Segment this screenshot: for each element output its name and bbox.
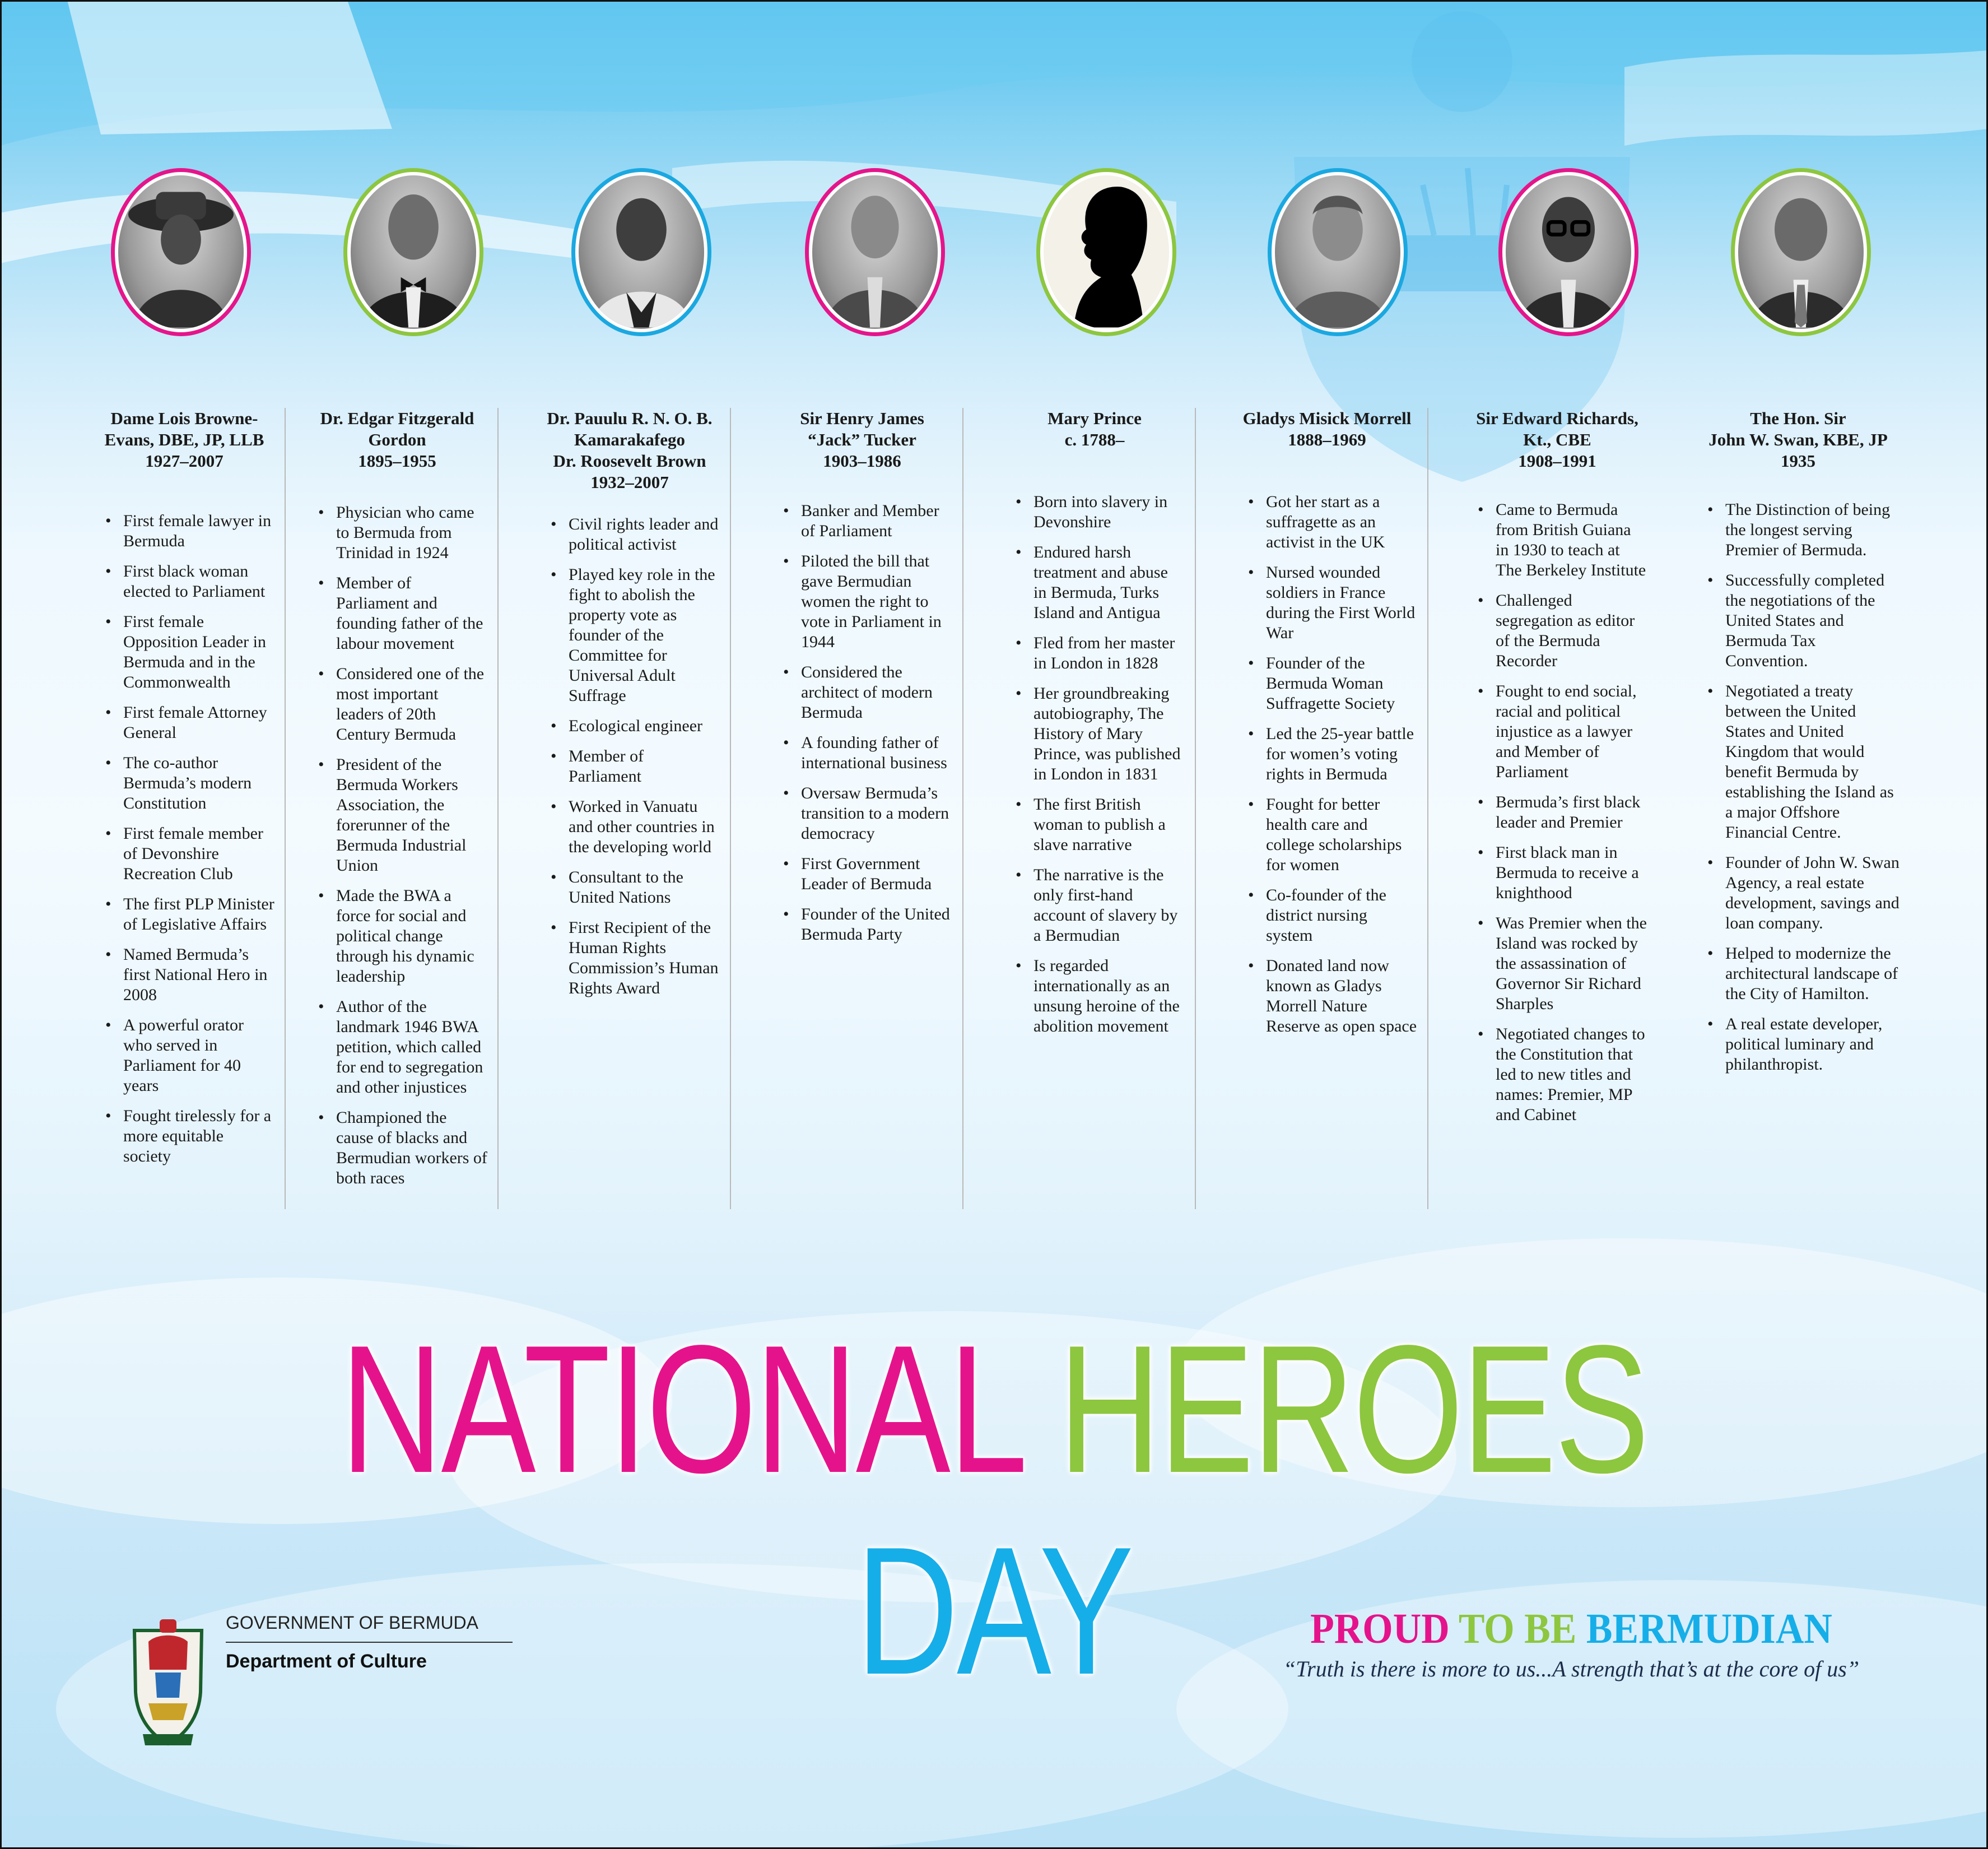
list-item: • First female lawyer in Bermuda <box>105 511 274 551</box>
hero-column-5 <box>994 408 1196 1209</box>
portrait-john-swan <box>1731 168 1871 336</box>
slogan-word-to-be: TO BE <box>1458 1605 1577 1652</box>
hero-name-line: Sir Edward Richards, <box>1476 408 1638 428</box>
hero-years: 1932–2007 <box>590 472 669 492</box>
hero-years: c. 1788– <box>1064 430 1125 449</box>
hero-bullets <box>994 492 1195 1037</box>
hero-bullets <box>297 503 497 1188</box>
hero-column-3 <box>529 408 731 1209</box>
list-item: • Author of the landmark 1946 BWA petition, which called for end to segregation and other injustices <box>318 997 487 1098</box>
list-item: • Founder of the Bermuda Woman Suffragette Society <box>1248 653 1417 714</box>
slogan <box>1275 1604 1868 1654</box>
list-item: • First female member of Devonshire Recreation Club <box>105 824 274 884</box>
hero-name-line: Sir Henry James <box>800 408 924 428</box>
list-item: • Physician who came to Bermuda from Trinidad in 1924 <box>318 503 487 563</box>
list-item: • Member of Parliament <box>551 746 720 787</box>
list-item: • Played key role in the fight to abolish the property vote as founder of the Committee for Universal Adult Suffrage <box>551 565 720 706</box>
hero-name-line: Kamarakafego <box>574 430 686 449</box>
hero-bullets <box>762 501 962 945</box>
hero-name-line: Dame Lois Browne- <box>110 408 258 428</box>
portrait-edgar-gordon <box>343 168 483 336</box>
list-item: • A powerful orator who served in Parliament for 40 years <box>105 1015 274 1096</box>
list-item: • Got her start as a suffragette as an activist in the UK <box>1248 492 1417 552</box>
portrait-edward-richards <box>1498 168 1638 336</box>
list-item: • First female Attorney General <box>105 703 274 743</box>
portrait-man-bowtie-icon <box>351 175 476 329</box>
list-item: • Fought tirelessly for a more equitable society <box>105 1106 274 1167</box>
government-logo-block <box>126 1608 507 1748</box>
list-item: • Founder of John W. Swan Agency, a real estate development, savings and loan company. <box>1707 853 1900 933</box>
silhouette-woman-icon <box>1044 175 1169 329</box>
hero-column-1 <box>84 408 286 1209</box>
list-item: • Fought to end social, racial and political injustice as a lawyer and Member of Parliament <box>1478 681 1648 782</box>
portrait-woman-hat-icon <box>118 175 244 329</box>
slogan-word-bermudian: BERMUDIAN <box>1586 1605 1832 1652</box>
headline-word-heroes: HEROES <box>1058 1307 1648 1511</box>
list-item: • Fought for better health care and college scholarships for women <box>1248 795 1417 875</box>
hero-bullets <box>1686 500 1910 1075</box>
hero-bullets <box>84 511 285 1167</box>
list-item: • Considered one of the most important leaders of 20th Century Bermuda <box>318 664 487 745</box>
portrait-mary-prince <box>1036 168 1176 336</box>
hero-name <box>1456 408 1658 472</box>
tagline: “Truth is there is more to us...A strength that’s at the core of us” <box>1283 1656 1860 1681</box>
hero-bullets <box>529 514 730 998</box>
hero-name <box>1686 408 1910 472</box>
hero-years: 1888–1969 <box>1288 430 1366 449</box>
portrait-man-tie-icon <box>1738 175 1864 329</box>
list-item: • Donated land now known as Gladys Morrell Nature Reserve as open space <box>1248 956 1417 1037</box>
list-item: • Consultant to the United Nations <box>551 867 720 908</box>
hero-column-8 <box>1686 408 1910 1209</box>
portrait-pauulu-kamarakafego <box>571 168 711 336</box>
list-item: • A founding father of international business <box>783 733 952 773</box>
hero-years: 1895–1955 <box>358 451 436 471</box>
list-item: • First Government Leader of Bermuda <box>783 854 952 894</box>
list-item: • Founder of the United Bermuda Party <box>783 904 952 945</box>
hero-bullets <box>1456 500 1658 1125</box>
list-item: • Challenged segregation as editor of the Bermuda Recorder <box>1478 591 1648 671</box>
list-item: • Considered the architect of modern Bermuda <box>783 662 952 723</box>
list-item: • Nursed wounded soldiers in France during the First World War <box>1248 563 1417 643</box>
hero-name <box>1227 408 1427 450</box>
list-item: • First Recipient of the Human Rights Commission’s Human Rights Award <box>551 918 720 998</box>
list-item: • The first PLP Minister of Legislative Affairs <box>105 894 274 935</box>
list-item: • Piloted the bill that gave Bermudian women the right to vote in Parliament in 1944 <box>783 551 952 652</box>
list-item: • Led the 25-year battle for women’s voting rights in Bermuda <box>1248 724 1417 784</box>
list-item: • Worked in Vanuatu and other countries in the developing world <box>551 797 720 857</box>
hero-name-line: John W. Swan, KBE, JP <box>1708 430 1888 449</box>
organization-name: GOVERNMENT OF BERMUDA <box>226 1613 478 1633</box>
hero-name-line: “Jack” Tucker <box>808 430 916 449</box>
list-item: • Negotiated changes to the Constitution that led to new titles and names: Premier, MP and Cabinet <box>1478 1024 1648 1125</box>
list-item: • Banker and Member of Parliament <box>783 501 952 541</box>
list-item: • Helped to modernize the architectural landscape of the City of Hamilton. <box>1707 944 1900 1004</box>
hero-column-2 <box>297 408 499 1209</box>
list-item: • Member of Parliament and founding father of the labour movement <box>318 573 487 654</box>
list-item: • The narrative is the only first-hand account of slavery by a Bermudian <box>1016 865 1185 946</box>
list-item: • First female Opposition Leader in Bermuda and in the Commonwealth <box>105 612 274 693</box>
list-item: • Ecological engineer <box>551 716 720 736</box>
divider <box>226 1642 513 1643</box>
hero-name-line: The Hon. Sir <box>1750 408 1846 428</box>
list-item: • Came to Bermuda from British Guiana in 1930 to teach at The Berkeley Institute <box>1478 500 1648 580</box>
list-item: • Endured harsh treatment and abuse in Bermuda, Turks Island and Antigua <box>1016 542 1185 623</box>
list-item: • Was Premier when the Island was rocked by the assassination of Governor Sir Richard Sharples <box>1478 913 1648 1014</box>
list-item: • The first British woman to publish a slave narrative <box>1016 795 1185 855</box>
department-name: Department of Culture <box>226 1651 427 1672</box>
hero-name <box>297 408 497 472</box>
hero-years: 1927–2007 <box>145 451 224 471</box>
list-item: • Successfully completed the negotiations of the United States and Bermuda Tax Convention. <box>1707 570 1900 671</box>
list-item: • The Distinction of being the longest serving Premier of Bermuda. <box>1707 500 1900 560</box>
portrait-man-glasses-icon <box>1506 175 1631 329</box>
hero-bullets <box>1227 492 1427 1037</box>
portrait-henry-tucker <box>805 168 945 336</box>
list-item: • Her groundbreaking autobiography, The History of Mary Prince, was published in London in 1831 <box>1016 684 1185 784</box>
slogan-word-proud: PROUD <box>1310 1605 1450 1652</box>
headline-word-national: NATIONAL <box>340 1307 1021 1511</box>
list-item: • Made the BWA a force for social and political change through his dynamic leadership <box>318 886 487 987</box>
hero-name-line: Evans, DBE, JP, LLB <box>104 430 264 449</box>
list-item: • Co-founder of the district nursing system <box>1248 885 1417 946</box>
hero-name-line: Gladys Misick Morrell <box>1242 408 1412 428</box>
portrait-man-sweater-icon <box>579 175 704 329</box>
list-item: • A real estate developer, political luminary and philanthropist. <box>1707 1014 1900 1075</box>
list-item: • First black woman elected to Parliament <box>105 561 274 602</box>
hero-name <box>84 408 285 472</box>
list-item: • Named Bermuda’s first National Hero in 2008 <box>105 945 274 1005</box>
list-item: • Bermuda’s first black leader and Premier <box>1478 792 1648 833</box>
list-item: • Civil rights leader and political activist <box>551 514 720 555</box>
list-item: • President of the Bermuda Workers Association, the forerunner of the Bermuda Industrial Union <box>318 755 487 876</box>
list-item: • Fled from her master in London in 1828 <box>1016 633 1185 673</box>
list-item: • Is regarded internationally as an unsung heroine of the abolition movement <box>1016 956 1185 1037</box>
list-item: • The co-author Bermuda’s modern Constitution <box>105 753 274 814</box>
hero-years: 1908–1991 <box>1518 451 1596 471</box>
hero-years: 1903–1986 <box>823 451 901 471</box>
bermuda-crest-icon <box>126 1608 210 1748</box>
portrait-man-suit-icon <box>812 175 938 329</box>
hero-name-line: Gordon <box>368 430 426 449</box>
portrait-gladys-morrell <box>1268 168 1408 336</box>
hero-name-line: Dr. Roosevelt Brown <box>553 451 706 471</box>
portrait-lois-browne-evans <box>111 168 251 336</box>
hero-name-line: Mary Prince <box>1047 408 1142 428</box>
portrait-woman-icon <box>1275 175 1400 329</box>
hero-column-7 <box>1456 408 1658 1209</box>
hero-name-line: Kt., CBE <box>1523 430 1591 449</box>
hero-name <box>994 408 1195 450</box>
list-item: • Born into slavery in Devonshire <box>1016 492 1185 532</box>
hero-name <box>762 408 962 472</box>
hero-name <box>529 408 730 493</box>
list-item: • Negotiated a treaty between the United States and United Kingdom that would benefit Bermuda by establishing the Island as a major Offshore Financial Centre. <box>1707 681 1900 843</box>
hero-column-4 <box>762 408 963 1209</box>
hero-column-6 <box>1227 408 1428 1209</box>
hero-name-line: Dr. Pauulu R. N. O. B. <box>547 408 713 428</box>
list-item: • Championed the cause of blacks and Bermudian workers of both races <box>318 1108 487 1188</box>
hero-years: 1935 <box>1781 451 1815 471</box>
hero-name-line: Dr. Edgar Fitzgerald <box>320 408 474 428</box>
headline-word-day: DAY <box>855 1509 1133 1712</box>
list-item: • Oversaw Bermuda’s transition to a modern democracy <box>783 783 952 844</box>
list-item: • First black man in Bermuda to receive a knighthood <box>1478 843 1648 903</box>
